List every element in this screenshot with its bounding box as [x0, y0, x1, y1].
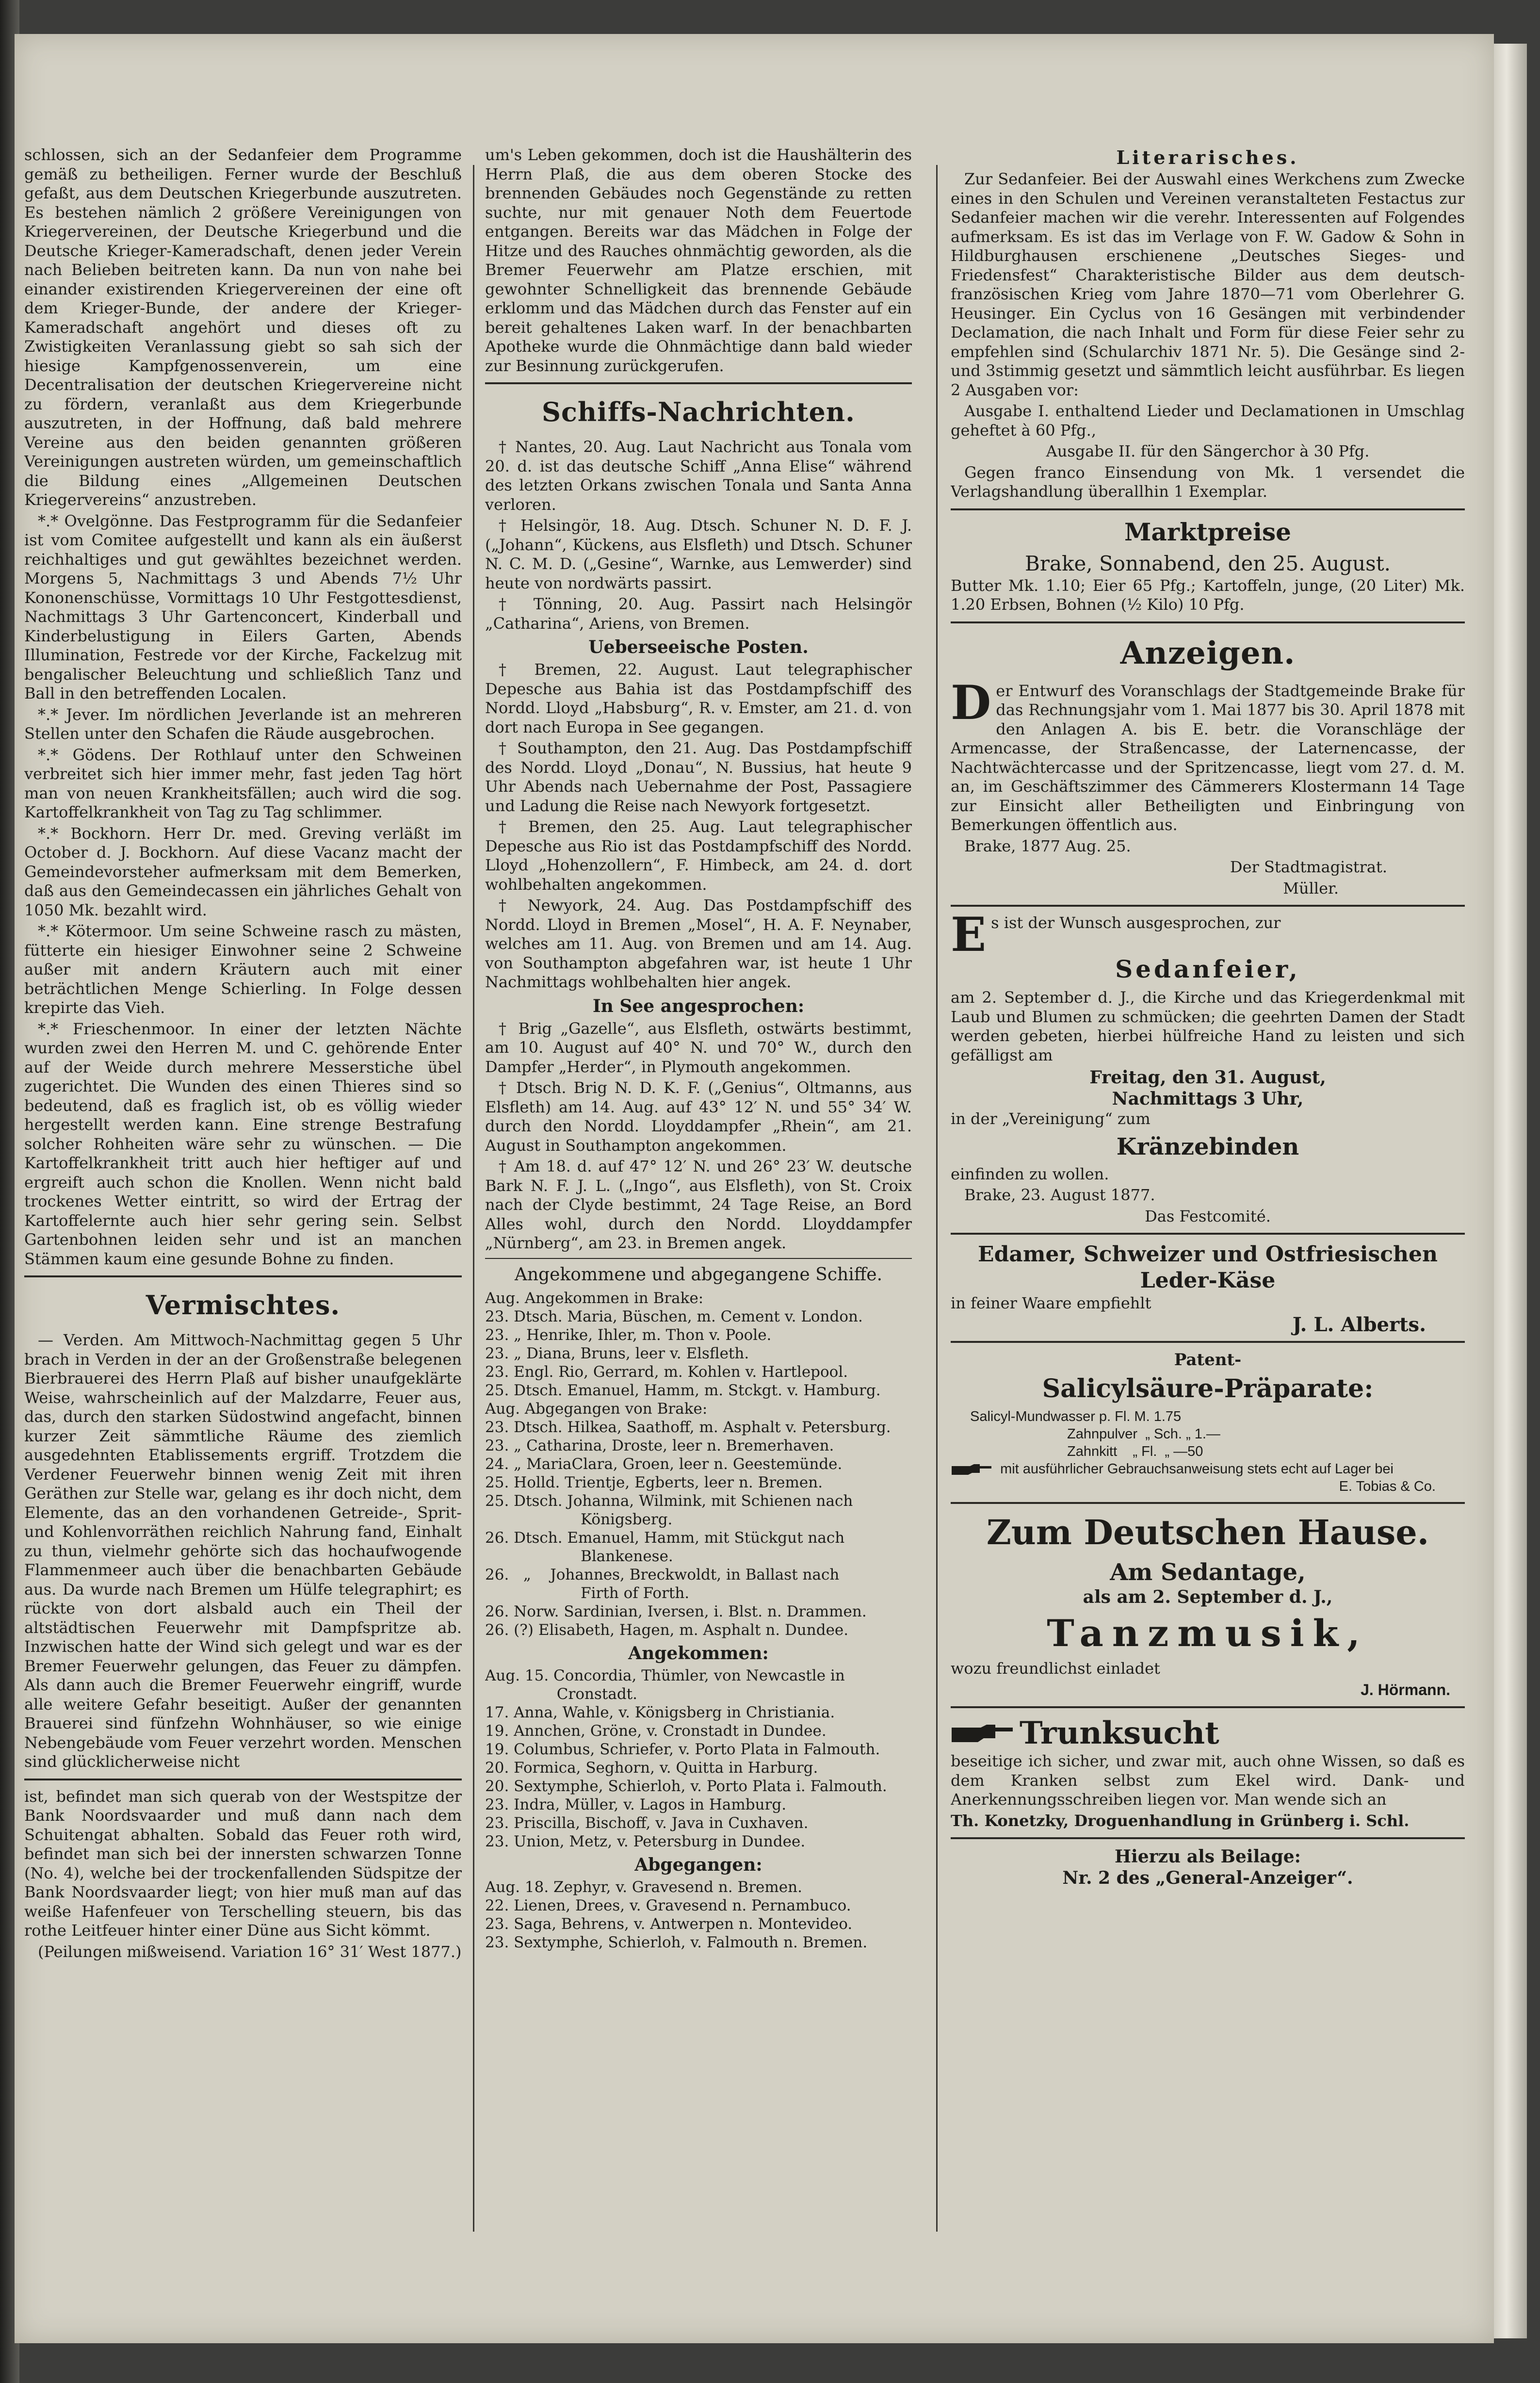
ad-haus-date: als am 2. September d. J.,: [1083, 1587, 1333, 1607]
ad-voranschlag: [951, 675, 1465, 898]
supplement-note-1: Hierzu als Beilage:: [1115, 1846, 1301, 1867]
list-item: 26. Norw. Sardinian, Iversen, i. Blst. n. Drammen.: [485, 1602, 867, 1620]
article-bockhorn: *.* Bockhorn. Herr Dr. med. Greving verläßt im October d. J. Bockhorn. Auf diese Vacanz macht der Gemeindevorsteher aufmerksam mit dem Bemerken, daß aus den Gemeindecassen ein jährliches Gehalt von 1050 Mk. bezahlt wird.: [24, 824, 462, 919]
divider: [24, 1779, 462, 1780]
subheading-angekommen: Angekommen:: [628, 1643, 769, 1664]
article-jever: *.* Jever. Im nördlichen Jeverlande ist an mehreren Stellen unter den Schafen die Räude ausgebrochen.: [24, 705, 462, 743]
list-item: 23. „ Henrike, Ihler, m. Thon v. Poole.: [485, 1326, 772, 1344]
ad-salicyl-note: mit ausführlicher Gebrauchsanweisung stets echt auf Lager bei: [1000, 1461, 1394, 1477]
divider: [951, 1706, 1465, 1708]
ad-voranschlag-text: er Entwurf des Voranschlags der Stadtgemeinde Brake für das Rechnungsjahr vom 1. Mai 1877 bis 30. April 1878 mit den Anlagen A. bis E. betr. die Voranschläge der Armencasse, der Straßencasse, der Laternencasse, der Nachtwächtercasse und der Spritzencasse, liegt vom 27. d. M. an, im Geschäftszimmer des Cämmerers Klostermann 14 Tage zur Einsicht aller Betheiligten und Einbringung von Bemerkungen öffentlich aus.: [951, 681, 1465, 834]
subheading-abgegangen: Abgegangen:: [634, 1854, 762, 1875]
list-item: 26. (?) Elisabeth, Hagen, m. Asphalt n. Dundee.: [485, 1621, 849, 1639]
article-ovelgoenne: *.* Ovelgönne. Das Festprogramm für die Sedanfeier ist vom Comitee aufgestellt und kann als ein äußerst reichhaltiges und gut gewähltes bezeichnet werden. Morgens 5, Nachmittags 3 und Abends 7½ Uhr Kononenschüsse, Vormittags 10 Uhr Festgottesdienst, Nachmittags 3 Uhr Gartenconcert, Kinderball und Kinderbelustigung in Eilers Garten, Abends Illumination, Festrede vor der Kirche, Fackelzug mit bengalischer Beleuchtung und schließlich Tanz und Ball in den betreffenden Localen.: [24, 511, 462, 702]
divider: [951, 1233, 1465, 1235]
literary-notice: Zur Sedanfeier. Bei der Auswahl eines Werkchens zum Zwecke eines in den Schulen und Vereinen veranstalteten Festactus zur Sedanfeier machen wir die verehr. Interessenten auf Folgendes aufmerksam. Es ist das im Verlage von F. W. Gadow & Sohn in Hildburghausen erschienene „Deutsches Sieges- und Friedensfest“ Charakteristische Bilder aus dem deutsch-französischen Krieg vom Jahre 1870—71 vom Oberlehrer G. Heusinger. Ein Cyclus von 16 Gesängen mit verbindender Declamation, die nach Inhalt und Form für diese Feier sehr zu empfehlen sind (Schularchiv 1871 Nr. 5). Die Gesänge sind 2- und 3stimmig gesetzt und sämmtlich leicht ausführbar. Es liegen 2 Ausgaben vor:: [951, 170, 1465, 399]
ad-haus-sub: Am Sedantage,: [1110, 1559, 1306, 1586]
newspaper-page: [15, 34, 1494, 2343]
ad-salicyl-head: Patent-: [1174, 1350, 1242, 1370]
section-heading-literarisches: Literarisches.: [1116, 147, 1299, 168]
ad-kaese-title: Edamer, Schweizer und Ostfriesischen Leder-Käse: [978, 1242, 1438, 1293]
article-goedens: *.* Gödens. Der Rothlauf unter den Schweinen verbreitet sich hier immer mehr, fast jeden Tag hört man von neuen Krankheitsfällen; auch wird die sog. Kartoffelkrankheit von Tag zu Tag schlimmer.: [24, 745, 462, 821]
pointing-hand-icon: [951, 1463, 992, 1476]
list-item: Blankenese.: [485, 1547, 673, 1565]
ad-sedanfeier-text: am 2. September d. J., die Kirche und das Kriegerdenkmal mit Laub und Blumen zu schmücken; die geehrten Damen der Stadt werden gebeten, hierbei hülfreiche Hand zu leisten und sich gefälligst am: [951, 988, 1465, 1064]
list-item: 23. Engl. Rio, Gerrard, m. Kohlen v. Hartlepool.: [485, 1363, 848, 1381]
list-item: 23. Dtsch. Maria, Büschen, m. Cement v. London.: [485, 1307, 863, 1325]
article-verden-continued: um's Leben gekommen, doch ist die Haushälterin des Herrn Plaß, die aus dem oberen Stocke des brennenden Gebäudes noch Gegenstände zu retten suchte, nur mit genauer Noth dem Feuertode entgangen. Bereits war das Mädchen in Folge der Hitze und des Rauches ohnmächtig geworden, als die Bremer Feuerwehr am Platze erschien, mit gewohnter Schnelligkeit das brennende Gebäude erklomm und das Mädchen durch das Fenster auf ein bereit gehaltenes Laken warf. In der benachbarten Apotheke wurde die Ohnmächtige dann bald wieder zur Besinnung zurückgerufen.: [485, 146, 912, 375]
divider: [951, 1837, 1465, 1839]
subheading-angekommene-abgegangene: Angekommene und abgegangene Schiffe.: [514, 1264, 883, 1285]
column-3: [951, 146, 1465, 2270]
column-2: [485, 146, 912, 2270]
column-rule-2: [936, 165, 938, 2232]
ad-haus-tanzmusik: Tanzmusik,: [1047, 1612, 1369, 1655]
list-item: 25. Holld. Trientje, Egberts, leer n. Bremen.: [485, 1473, 823, 1491]
page-edge: [1493, 44, 1527, 2338]
pointing-hand-icon: [951, 1724, 1014, 1743]
article-verden: — Verden. Am Mittwoch-Nachmittag gegen 5 Uhr brach in Verden in der an der Großenstraße belegenen Bierbrauerei des Herrn Plaß auf bisher unaufgeklärte Weise, wahrscheinlich auf der Malzdarre, Feuer aus, das, durch den starken Südostwind angefacht, binnen kurzer Zeit sämmtliche Räume des ziemlich ausgedehnten Etablissements ergriff. Trotzdem die Verdener Feuerwehr binnen wenig Zeit mit ihren Geräthen zur Stelle war, gelang es ihr doch nicht, dem Elemente, das an den vorhandenen Getreide-, Sprit- und Kohlenvorräthen reichlich Nahrung fand, Einhalt zu thun, vielmehr gehörte sich das hochaufwogende Flammenmeer auch über die benachbarten Gebäude aus. Da wurde nach Bremen um Hülfe telegraphirt; es rückte von dort alsbald auch ein Theil der altstädtischen Feuerwehr mit Dampfspritze ab. Inzwischen hatte der Wind sich gelegt und war es der Bremer Feuerwehr gelungen, das Feuer zu dämpfen. Als dann auch die Bremer Feuerwehr eingriff, wurde alle weitere Gefahr beseitigt. Außer der genannten Brauerei sind fünfzehn Wohnhäuser, so wie einige Nebengebäude vom Feuer verzehrt worden. Menschen sind glücklicherweise nicht: [24, 1331, 462, 1771]
post-bremen-1: † Bremen, 22. August. Laut telegraphischer Depesche aus Bahia ist das Postdampfschiff des Nordd. Lloyd „Habsburg“, R. v. Emster, am 21. d. von dort nach Europa in See gegangen.: [485, 660, 912, 736]
list-item: Aug. 15. Concordia, Thümler, von Newcastle in: [485, 1666, 845, 1684]
ad-sedanfeier-kraenzebinden: Kränzebinden: [1116, 1133, 1299, 1160]
section-heading-vermischtes: Vermischtes.: [146, 1289, 340, 1321]
ad-trunksucht: [951, 1715, 1465, 1830]
market-date: Brake, Sonnabend, den 25. August.: [1025, 551, 1391, 575]
price-list: [951, 1408, 1465, 1460]
news-toenning: † Tönning, 20. Aug. Passirt nach Helsingör „Catharina“, Ariens, von Bremen.: [485, 595, 912, 633]
list-item: 20. Formica, Seghorn, v. Quitta in Harburg.: [485, 1759, 818, 1777]
ad-salicyl-signature: E. Tobias & Co.: [1339, 1479, 1436, 1494]
ad-sedanfeier-invite: einfinden zu wollen.: [951, 1164, 1109, 1183]
post-newyork: † Newyork, 24. Aug. Das Postdampfschiff des Nordd. Lloyd in Bremen „Mosel“, H. A. F. Neynaber, welches am 11. Aug. von Bremen und am 14. Aug. von Southampton abgefahren war, ist heute 1 Uhr Nachmittags wohlbehalten hier angek.: [485, 896, 912, 991]
sea-genius: † Dtsch. Brig N. D. K. F. („Genius“, Oltmanns, aus Elsfleth) am 14. Aug. auf 43° 12′ N. und 55° 34′ W. durch den Nordd. Lloyddampfer „Rhein“, am 21. August in Southampton angekommen.: [485, 1078, 912, 1155]
ship-list-arrived: [485, 1666, 912, 1851]
ship-list-departed: [485, 1878, 912, 1952]
section-heading-marktpreise: Marktpreise: [1124, 517, 1291, 546]
ad-haus-title: Zum Deutschen Hause.: [986, 1512, 1429, 1552]
article-koetermoor: *.* Kötermoor. Um seine Schweine rasch zu mästen, fütterte ein hiesiger Einwohner seine 2 Schweine außer mit andern Kräutern auch mit einer beträchtlichen Menge Schierling. In Folge dessen krepirte das Vieh.: [24, 922, 462, 1017]
sea-ingo: † Am 18. d. auf 47° 12′ N. und 26° 23′ W. deutsche Bark N. F. J. L. („Ingo“, aus Elsfleth), von St. Croix nach der Clyde bestimmt, 24 Tage Reise, an Bord Alles wohl, durch den Nordd. Lloyddampfer „Nürnberg“, am 23. in Bremen angek.: [485, 1157, 912, 1252]
list-item: 19. Columbus, Schriefer, v. Porto Plata in Falmouth.: [485, 1740, 880, 1758]
article-seezeichen: ist, befindet man sich querab von der Westspitze der Bank Noordsvaarder und muß dann nach dem Schuitengat abhalten. Sobald das Feuer roth wird, befindet man sich bei der innersten schwarzen Tonne (No. 4), welche bei der trockenfallenden Südspitze der Bank Noordsvaarder liegt; von hier muß man auf das weiße Hafenfeuer von Terschelling steuern, bis das rothe Leitfeuer hinter einer Düne aus Sicht kömmt.: [24, 1787, 462, 1940]
price-item: Zahnkitt „ Fl. „ —50: [1067, 1444, 1203, 1459]
divider: [951, 1502, 1465, 1504]
list-item: Aug. 18. Zephyr, v. Gravesend n. Bremen.: [485, 1878, 802, 1896]
ad-haus-signature: J. Hörmann.: [1361, 1681, 1450, 1698]
ad-kaese-sub: in feiner Waare empfiehlt: [951, 1294, 1151, 1312]
literary-edition-1: Ausgabe I. enthaltend Lieder und Declamationen in Umschlag geheftet à 60 Pfg.,: [951, 402, 1465, 440]
list-item: 26. „ Johannes, Breckwoldt, in Ballast nach: [485, 1566, 840, 1583]
subheading-ueberseeische-posten: Ueberseeische Posten.: [588, 637, 809, 657]
ad-voranschlag-signature-2: Müller.: [1283, 879, 1339, 898]
list-item: 19. Annchen, Gröne, v. Cronstadt in Dundee.: [485, 1722, 827, 1740]
ad-haus-invite: wozu freundlichst einladet: [951, 1659, 1160, 1678]
article-kriegerverein: schlossen, sich an der Sedanfeier dem Programme gemäß zu betheiligen. Ferner wurde der Beschluß gefaßt, aus dem Deutschen Kriegerbunde auszutreten. Es bestehen nämlich 2 größere Vereinigungen von Kriegervereinen, der Deutsche Kriegerbund und die Deutsche Krieger-Kameradschaft, denen jeder Verein nach Belieben beitreten kann. Da nun von nahe bei einander existirenden Kriegervereinen der eine oft dem Krieger-Bunde, der andere der Krieger-Kameradschaft angehört und dieses oft zu Zwistigkeiten Veranlassung giebt so sah sich der hiesige Kampfgenossenverein, um eine Decentralisation der deutschen Kriegervereine nicht zu fördern, veranlaßt aus dem Kriegerbunde auszutreten, in der Hoffnung, daß bald mehrere Vereine aus den beiden genannten größeren Vereinigungen austreten würden, um gemeinschaftlich die Bildung eines „Allgemeinen Deutschen Kriegervereins“ anzustreben.: [24, 146, 462, 509]
list-item: 23. „ Diana, Bruns, leer v. Elsfleth.: [485, 1344, 749, 1362]
column-1: [24, 146, 462, 2251]
list-item: 25. Dtsch. Emanuel, Hamm, m. Stckgt. v. Hamburg.: [485, 1381, 881, 1399]
column-rule-1: [473, 165, 474, 2232]
news-helsingoer: † Helsingör, 18. Aug. Dtsch. Schuner N. D. F. J. („Johann“, Kückens, aus Elsfleth) und Dtsch. Schuner N. C. M. D. („Gesine“, Warnke, aus Lemwerder) sind heute von nordwärts passirt.: [485, 516, 912, 592]
list-item: 25. Dtsch. Johanna, Wilmink, mit Schienen nach: [485, 1492, 853, 1510]
post-southampton: † Southampton, den 21. Aug. Das Postdampfschiff des Nordd. Lloyd „Donau“, N. Bussius, hat heute 9 Uhr Abends nach Uebernahme der Post, Passagiere und Ladung die Reise nach Newyork fortgesetzt.: [485, 739, 912, 815]
list-item: 24. „ MariaClara, Groen, leer n. Geestemünde.: [485, 1455, 843, 1473]
drop-cap: D: [951, 675, 991, 730]
list-item: 23. Saga, Behrens, v. Antwerpen n. Montevideo.: [485, 1915, 853, 1933]
price-item: Zahnpulver „ Sch. „ 1.—: [1067, 1426, 1220, 1442]
divider: [485, 382, 912, 384]
list-item: 20. Sextymphe, Schierloh, v. Porto Plata i. Falmouth.: [485, 1777, 887, 1795]
ad-deutsches-haus: [951, 1511, 1465, 1699]
literary-order-note: Gegen franco Einsendung von Mk. 1 versendet die Verlagshandlung überallhin 1 Exemplar.: [951, 463, 1465, 501]
ad-trunksucht-text: beseitige ich sicher, und zwar mit, auch ohne Wissen, so daß es dem Kranken selbst zum Ekel wird. Dank- und Anerkennungsschreiben liegen vor. Man wende sich an: [951, 1752, 1465, 1809]
market-prices: Butter Mk. 1.10; Eier 65 Pfg.; Kartoffeln, junge, (20 Liter) Mk. 1.20 Erbsen, Bohnen (½ Kilo) 10 Pfg.: [951, 576, 1465, 614]
divider: [951, 1341, 1465, 1343]
list-item: Cronstadt.: [485, 1685, 637, 1703]
ad-sedanfeier-date: Freitag, den 31. August,: [1089, 1067, 1326, 1088]
list-header: Aug. Angekommen in Brake:: [485, 1289, 704, 1307]
ad-kaese: [951, 1241, 1465, 1334]
article-peilungen-note: (Peilungen mißweisend. Variation 16° 31′ West 1877.): [38, 1942, 462, 1961]
ad-salicyl: [951, 1350, 1465, 1495]
list-item: Firth of Forth.: [485, 1584, 690, 1602]
divider: [485, 1258, 912, 1259]
list-item: Königsberg.: [485, 1510, 673, 1528]
ad-voranschlag-date: Brake, 1877 Aug. 25.: [964, 836, 1131, 855]
ad-trunksucht-title: Trunksucht: [1020, 1715, 1219, 1751]
list-item: 22. Lienen, Drees, v. Gravesend n. Pernambuco.: [485, 1896, 851, 1914]
ad-sedanfeier: [951, 907, 1465, 1226]
ad-salicyl-title: Salicylsäure-Präparate:: [1042, 1374, 1374, 1404]
supplement-note-2: Nr. 2 des „General-Anzeiger“.: [1062, 1868, 1353, 1888]
divider: [951, 621, 1465, 623]
ad-trunksucht-header: [951, 1715, 1465, 1752]
ad-kaese-signature: J. L. Alberts.: [1292, 1313, 1426, 1336]
news-nantes: † Nantes, 20. Aug. Laut Nachricht aus Tonala vom 20. d. ist das deutsche Schiff „Anna Elise“ während des letzten Orkans zwischen Tonala und Santa Anna verloren.: [485, 438, 912, 514]
literary-edition-2: Ausgabe II. für den Sängerchor à 30 Pfg.: [1046, 442, 1370, 460]
section-heading-anzeigen: Anzeigen.: [1120, 635, 1296, 671]
list-item: 23. Dtsch. Hilkea, Saathoff, m. Asphalt v. Petersburg.: [485, 1418, 891, 1436]
ship-list-arrived-brake: [485, 1289, 912, 1639]
ad-sedanfeier-intro: s ist der Wunsch ausgesprochen, zur: [991, 914, 1281, 932]
ad-voranschlag-signature-1: Der Stadtmagistrat.: [1230, 858, 1387, 876]
ad-salicyl-note-row: [951, 1460, 1465, 1478]
ad-sedanfeier-place: in der „Vereinigung“ zum: [951, 1110, 1151, 1128]
ad-sedanfeier-title: Sedanfeier,: [1115, 955, 1300, 983]
ad-sedanfeier-date-line: Brake, 23. August 1877.: [964, 1186, 1155, 1204]
divider: [951, 905, 1465, 907]
list-item: 23. „ Catharina, Droste, leer n. Bremerhaven.: [485, 1436, 834, 1454]
price-item: Salicyl-Mundwasser p. Fl. M. 1.75: [970, 1409, 1182, 1424]
list-item: 23. Priscilla, Bischoff, v. Java in Cuxhaven.: [485, 1814, 809, 1832]
list-item: 23. Sextymphe, Schierloh, v. Falmouth n. Bremen.: [485, 1933, 868, 1951]
ad-sedanfeier-time: Nachmittags 3 Uhr,: [1112, 1089, 1304, 1109]
list-item: 17. Anna, Wahle, v. Königsberg in Christiania.: [485, 1703, 835, 1721]
list-item: 23. Indra, Müller, v. Lagos in Hamburg.: [485, 1795, 787, 1813]
section-heading-schiffsnachrichten: Schiffs-Nachrichten.: [542, 396, 855, 427]
drop-cap: E: [951, 907, 987, 962]
divider: [951, 508, 1465, 510]
article-frieschenmoor: *.* Frieschenmoor. In einer der letzten Nächte wurden zwei den Herren M. und C. gehörende Enter auf der Weide durch mehrere Messerstiche übel zugerichtet. Die Wunden des einen Thieres sind so bedeutend, daß es fraglich ist, ob es völlig wieder hergestellt werden kann. Eine strenge Bestrafung solcher Rohheiten wäre sehr zu wünschen. — Die Kartoffelkrankheit tritt auch hier heftiger auf und ergreift auch schon die Knollen. Wenn nicht bald trockenes Wetter eintritt, so wird der Ertrag der Kartoffelernte auch hier sehr gering sein. Selbst Gartenbohnen leiden sehr und ist an manchen Stämmen kaum eine gesunde Bohne zu finden.: [24, 1019, 462, 1268]
ad-trunksucht-signature: Th. Konetzky, Droguenhandlung in Grünberg i. Schl.: [951, 1811, 1410, 1830]
ad-sedanfeier-signature: Das Festcomité.: [1145, 1207, 1271, 1225]
list-item: 26. Dtsch. Emanuel, Hamm, mit Stückgut nach: [485, 1529, 845, 1547]
subheading-in-see-angesprochen: In See angesprochen:: [592, 996, 805, 1016]
post-bremen-2: † Bremen, den 25. Aug. Laut telegraphischer Depesche aus Rio ist das Postdampfschiff des Nordd. Lloyd „Hohenzollern“, F. Himbeck, am 24. d. dort wohlbehalten angekommen.: [485, 817, 912, 894]
list-header: Aug. Abgegangen von Brake:: [485, 1400, 708, 1418]
list-item: 23. Union, Metz, v. Petersburg in Dundee.: [485, 1832, 806, 1850]
divider: [24, 1275, 462, 1277]
sea-gazelle: † Brig „Gazelle“, aus Elsfleth, ostwärts bestimmt, am 10. August auf 40° N. und 70° W., durch den Dampfer „Herder“, in Plymouth angekommen.: [485, 1019, 912, 1076]
